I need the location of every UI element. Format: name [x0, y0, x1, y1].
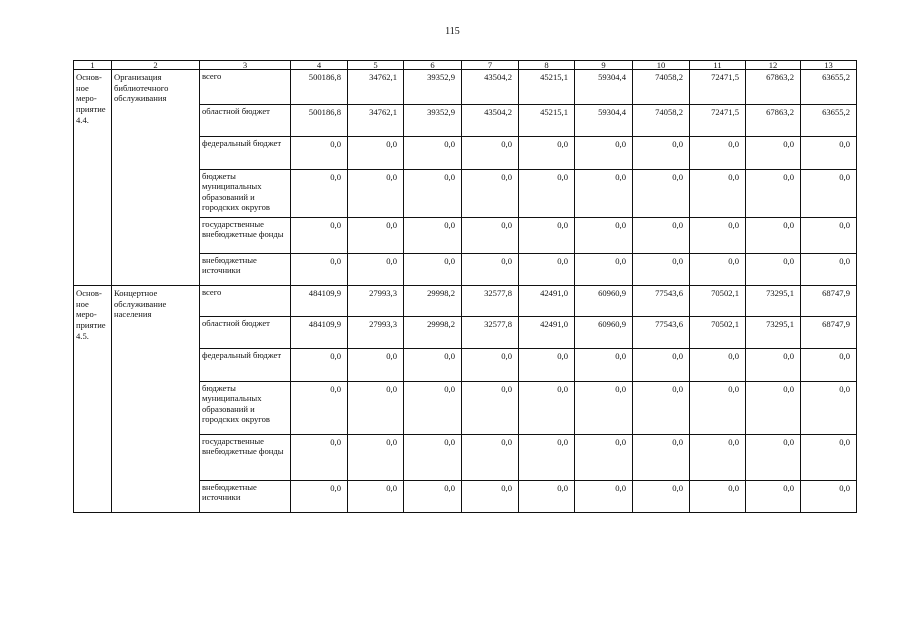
page-number: 115: [445, 26, 460, 37]
value-cell: 42491,0: [519, 286, 575, 317]
value-cell: 0,0: [633, 382, 690, 435]
value-cell: 0,0: [575, 254, 633, 286]
value-cell: 0,0: [690, 349, 746, 382]
value-cell: 0,0: [291, 382, 348, 435]
value-cell: 0,0: [462, 481, 519, 513]
value-cell: 0,0: [746, 254, 801, 286]
value-cell: 0,0: [291, 218, 348, 254]
value-cell: 0,0: [746, 349, 801, 382]
value-cell: 29998,2: [404, 317, 462, 349]
value-cell: 0,0: [291, 481, 348, 513]
value-cell: 0,0: [801, 218, 857, 254]
value-cell: 0,0: [575, 170, 633, 218]
value-cell: 0,0: [746, 137, 801, 170]
value-cell: 32577,8: [462, 286, 519, 317]
value-cell: 45215,1: [519, 105, 575, 137]
funding-source-cell: государственные внебюджетные фонды: [200, 435, 291, 481]
column-number-cell: 6: [404, 61, 462, 70]
value-cell: 0,0: [404, 170, 462, 218]
value-cell: 68747,9: [801, 286, 857, 317]
column-number-cell: 13: [801, 61, 857, 70]
value-cell: 0,0: [801, 349, 857, 382]
value-cell: 0,0: [462, 170, 519, 218]
value-cell: 0,0: [462, 435, 519, 481]
value-cell: 0,0: [575, 137, 633, 170]
value-cell: 0,0: [348, 218, 404, 254]
value-cell: 27993,3: [348, 317, 404, 349]
value-cell: 0,0: [690, 481, 746, 513]
value-cell: 27993,3: [348, 286, 404, 317]
value-cell: 74058,2: [633, 105, 690, 137]
value-cell: 39352,9: [404, 70, 462, 105]
value-cell: 72471,5: [690, 70, 746, 105]
value-cell: 0,0: [690, 218, 746, 254]
value-cell: 0,0: [348, 435, 404, 481]
value-cell: 0,0: [575, 435, 633, 481]
value-cell: 500186,8: [291, 105, 348, 137]
value-cell: 59304,4: [575, 70, 633, 105]
value-cell: 0,0: [291, 435, 348, 481]
activity-name-cell: Организация библиотечного обслуживания: [112, 70, 200, 286]
funding-source-cell: федеральный бюджет: [200, 349, 291, 382]
table-row: [74, 70, 857, 105]
value-cell: 0,0: [690, 137, 746, 170]
value-cell: 59304,4: [575, 105, 633, 137]
value-cell: 77543,6: [633, 286, 690, 317]
program-cell: Основ-ное меро-приятие 4.5.: [74, 286, 112, 513]
value-cell: 0,0: [348, 349, 404, 382]
column-number-cell: 4: [291, 61, 348, 70]
value-cell: 0,0: [575, 382, 633, 435]
value-cell: 0,0: [348, 254, 404, 286]
value-cell: 0,0: [519, 349, 575, 382]
value-cell: 0,0: [633, 435, 690, 481]
value-cell: 0,0: [633, 349, 690, 382]
funding-source-cell: всего: [200, 70, 291, 105]
value-cell: 0,0: [519, 218, 575, 254]
value-cell: 0,0: [575, 218, 633, 254]
value-cell: 63655,2: [801, 70, 857, 105]
value-cell: 43504,2: [462, 70, 519, 105]
value-cell: 72471,5: [690, 105, 746, 137]
value-cell: 484109,9: [291, 286, 348, 317]
value-cell: 0,0: [801, 481, 857, 513]
value-cell: 484109,9: [291, 317, 348, 349]
value-cell: 0,0: [519, 435, 575, 481]
value-cell: 73295,1: [746, 286, 801, 317]
value-cell: 70502,1: [690, 317, 746, 349]
value-cell: 0,0: [633, 481, 690, 513]
value-cell: 0,0: [291, 170, 348, 218]
funding-source-cell: всего: [200, 286, 291, 317]
value-cell: 500186,8: [291, 70, 348, 105]
funding-source-cell: внебюджетные источники: [200, 481, 291, 513]
value-cell: 67863,2: [746, 70, 801, 105]
column-number-cell: 11: [690, 61, 746, 70]
value-cell: 0,0: [404, 435, 462, 481]
funding-source-cell: областной бюджет: [200, 105, 291, 137]
value-cell: 0,0: [462, 349, 519, 382]
header-row: [74, 61, 857, 70]
column-number-cell: 2: [112, 61, 200, 70]
value-cell: 0,0: [404, 137, 462, 170]
column-number-cell: 12: [746, 61, 801, 70]
value-cell: 0,0: [348, 382, 404, 435]
value-cell: 0,0: [462, 254, 519, 286]
value-cell: 0,0: [690, 170, 746, 218]
value-cell: 43504,2: [462, 105, 519, 137]
value-cell: 0,0: [746, 170, 801, 218]
value-cell: 0,0: [746, 382, 801, 435]
value-cell: 74058,2: [633, 70, 690, 105]
value-cell: 0,0: [519, 137, 575, 170]
column-number-cell: 5: [348, 61, 404, 70]
column-number-cell: 3: [200, 61, 291, 70]
value-cell: 34762,1: [348, 70, 404, 105]
value-cell: 0,0: [404, 254, 462, 286]
table-body: [74, 61, 857, 513]
value-cell: 0,0: [291, 137, 348, 170]
column-number-cell: 9: [575, 61, 633, 70]
value-cell: 0,0: [746, 218, 801, 254]
value-cell: 0,0: [462, 218, 519, 254]
budget-table: [73, 60, 857, 513]
value-cell: 0,0: [801, 382, 857, 435]
value-cell: 0,0: [348, 137, 404, 170]
value-cell: 60960,9: [575, 317, 633, 349]
value-cell: 60960,9: [575, 286, 633, 317]
value-cell: 0,0: [690, 254, 746, 286]
funding-source-cell: федеральный бюджет: [200, 137, 291, 170]
value-cell: 0,0: [575, 349, 633, 382]
value-cell: 63655,2: [801, 105, 857, 137]
value-cell: 0,0: [404, 382, 462, 435]
value-cell: 0,0: [801, 137, 857, 170]
value-cell: 0,0: [291, 254, 348, 286]
table-row: [74, 286, 857, 317]
value-cell: 0,0: [462, 137, 519, 170]
value-cell: 0,0: [801, 254, 857, 286]
value-cell: 42491,0: [519, 317, 575, 349]
column-number-cell: 10: [633, 61, 690, 70]
column-number-cell: 8: [519, 61, 575, 70]
column-number-cell: 7: [462, 61, 519, 70]
value-cell: 32577,8: [462, 317, 519, 349]
value-cell: 34762,1: [348, 105, 404, 137]
value-cell: 0,0: [462, 382, 519, 435]
value-cell: 0,0: [801, 170, 857, 218]
activity-name-cell: Концертное обслуживание населения: [112, 286, 200, 513]
program-cell: Основ-ное меро-приятие 4.4.: [74, 70, 112, 286]
value-cell: 0,0: [519, 254, 575, 286]
value-cell: 0,0: [801, 435, 857, 481]
funding-source-cell: областной бюджет: [200, 317, 291, 349]
value-cell: 39352,9: [404, 105, 462, 137]
value-cell: 0,0: [348, 481, 404, 513]
value-cell: 67863,2: [746, 105, 801, 137]
column-number-cell: 1: [74, 61, 112, 70]
value-cell: 0,0: [633, 254, 690, 286]
value-cell: 0,0: [519, 382, 575, 435]
value-cell: 0,0: [690, 382, 746, 435]
value-cell: 0,0: [404, 218, 462, 254]
value-cell: 0,0: [690, 435, 746, 481]
value-cell: 0,0: [633, 137, 690, 170]
value-cell: 77543,6: [633, 317, 690, 349]
funding-source-cell: бюджеты муниципальных образований и городских округов: [200, 170, 291, 218]
value-cell: 0,0: [519, 170, 575, 218]
funding-source-cell: государственные внебюджетные фонды: [200, 218, 291, 254]
value-cell: 68747,9: [801, 317, 857, 349]
value-cell: 73295,1: [746, 317, 801, 349]
funding-source-cell: внебюджетные источники: [200, 254, 291, 286]
value-cell: 0,0: [519, 481, 575, 513]
value-cell: 0,0: [404, 481, 462, 513]
value-cell: 70502,1: [690, 286, 746, 317]
value-cell: 45215,1: [519, 70, 575, 105]
value-cell: 0,0: [633, 218, 690, 254]
value-cell: 0,0: [575, 481, 633, 513]
value-cell: 0,0: [746, 481, 801, 513]
value-cell: 0,0: [633, 170, 690, 218]
value-cell: 0,0: [291, 349, 348, 382]
value-cell: 0,0: [348, 170, 404, 218]
value-cell: 29998,2: [404, 286, 462, 317]
value-cell: 0,0: [746, 435, 801, 481]
value-cell: 0,0: [404, 349, 462, 382]
funding-source-cell: бюджеты муниципальных образований и городских округов: [200, 382, 291, 435]
